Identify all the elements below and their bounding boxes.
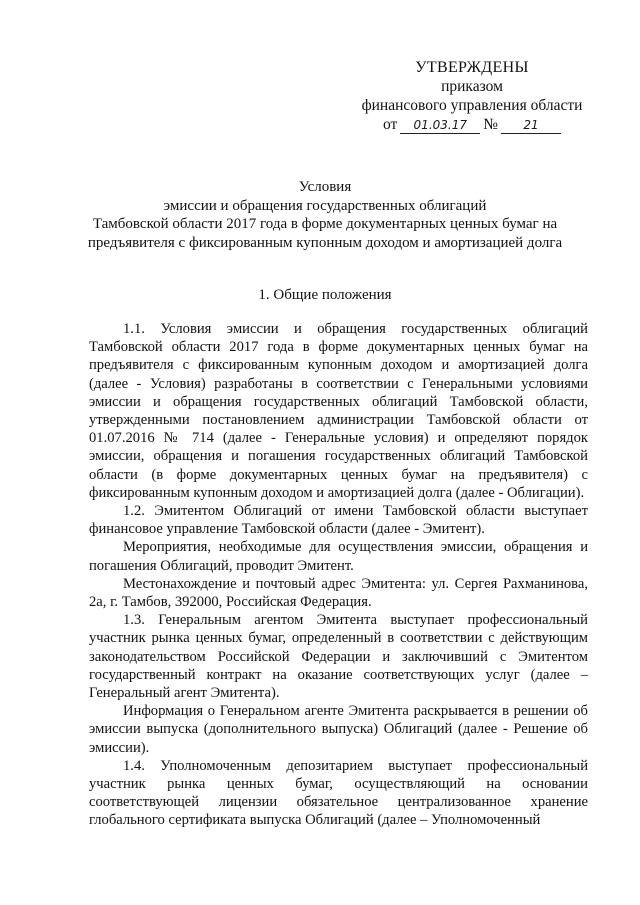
title-line: предъявителя с фиксированным купонным доходом и амортизацией долга: [87, 234, 563, 251]
title-line: Условия: [298, 179, 352, 195]
approval-block: [352, 58, 592, 134]
paragraph-1-4: 1.4. Уполномоченным депозитарием выступает профессиональный участник рынка ценных бумаг, осуществляющий на основании соответствующей лицензии обязательное централизованное хранение глобального сертификата выпуска Облигаций (далее – Уполномоченный: [89, 757, 588, 829]
paragraph-1-3: 1.3. Генеральным агентом Эмитента выступает профессиональный участник рынка ценных бумаг, определенный в соответствии с действующим законодательством Российской Федерации и заключивший с Эмитентом государственный контракт на оказание соответствующих услуг (далее – Генеральный агент Эмитента).: [89, 612, 588, 702]
approval-line-authority: финансового управления области: [361, 97, 583, 114]
handwritten-number: 21: [501, 118, 561, 134]
section-heading: 1. Общие положения: [258, 287, 392, 303]
handwritten-date: 01.03.17: [400, 118, 480, 134]
paragraph-address: Местонахождение и почтовый адрес Эмитента: ул. Сергея Рахманинова, 2а, г. Тамбов, 392000, Российская Федерация.: [89, 575, 588, 611]
approval-line-order: приказом: [441, 78, 503, 95]
paragraph-1-2: 1.2. Эмитентом Облигаций от имени Тамбовской области выступает финансовое управление Тамбовской области (далее - Эмитент).: [89, 503, 588, 538]
date-prefix: от: [382, 116, 398, 133]
approval-title: УТВЕРЖДЕНЫ: [415, 59, 529, 76]
title-line: Тамбовской области 2017 года в форме документарных ценных бумаг на: [92, 216, 558, 232]
number-prefix: №: [483, 116, 499, 133]
title-line: эмиссии и обращения государственных облигаций: [163, 197, 487, 214]
paragraph-1-1: 1.1. Условия эмиссии и обращения государственных облигаций Тамбовской области 2017 года в форме документарных ценных бумаг на предъявителя с фиксированным купонным доходом и амортизацией долга (далее - Условия) разработаны в соответствии с Генеральными условиями эмиссии и обращения государственных облигаций Тамбовской области, утвержденными постановлением администрации Тамбовской области от 01.07.2016 № 714 (далее - Генеральные условия) и определяют порядок эмиссии, обращения и погашения государственных облигаций Тамбовской области (в форме документарных ценных бумаг на предъявителя) с фиксированным купонным доходом и амортизацией долга (далее - Облигации).: [89, 321, 588, 501]
document-body: [89, 320, 588, 830]
paragraph-activities: Мероприятия, необходимые для осуществления эмиссии, обращения и погашения Облигаций, проводит Эмитент.: [89, 539, 588, 574]
order-date-number-line: [352, 115, 592, 134]
document-title: [60, 178, 590, 252]
paragraph-agent-info: Информация о Генеральном агенте Эмитента раскрывается в решении об эмиссии выпуска (дополнительного выпуска) Облигаций (далее - Решение об эмиссии).: [89, 703, 588, 756]
